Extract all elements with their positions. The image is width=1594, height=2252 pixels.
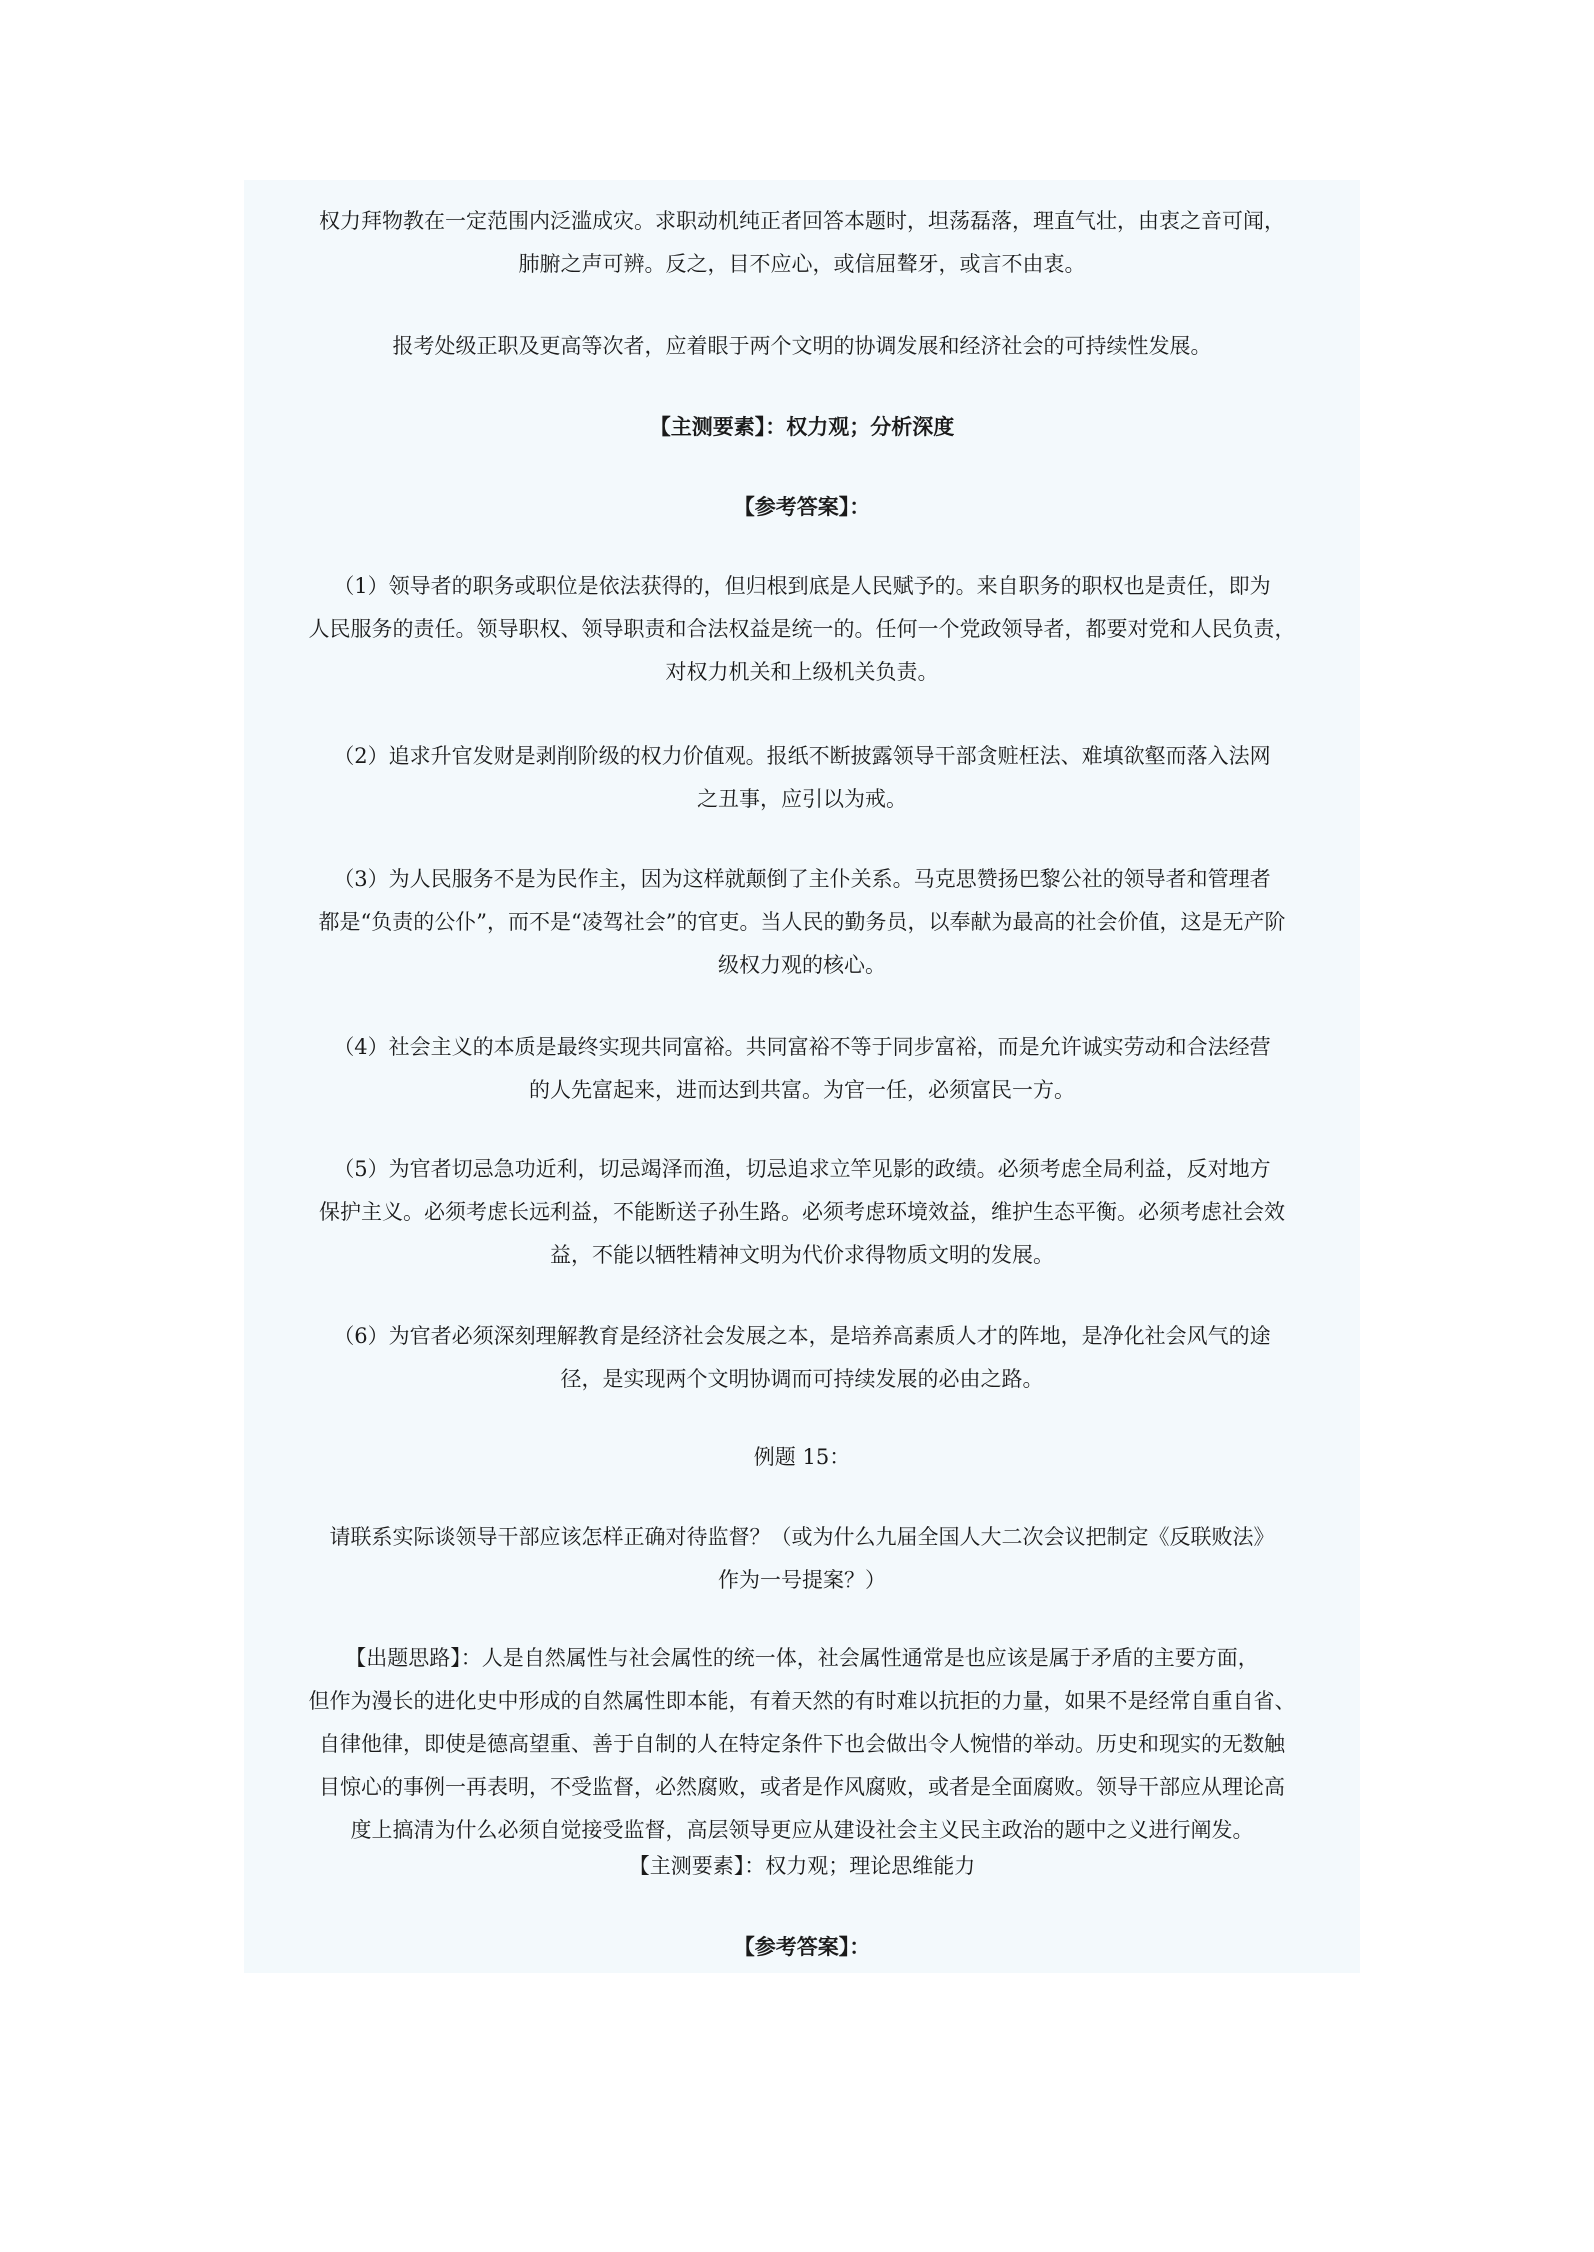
example-reasoning: [244, 1637, 1360, 1852]
text-line: 【出题思路】：人是自然属性与社会属性的统一体，社会属性通常是也应该是属于矛盾的主要方面，: [345, 1646, 1259, 1670]
answer-point-6: [244, 1315, 1360, 1401]
document-page: [244, 180, 1360, 1973]
example-title: [244, 1436, 1360, 1479]
text-line: 径，是实现两个文明协调而可持续发展的必由之路。: [560, 1367, 1044, 1391]
text-line: 报考处级正职及更高等次者，应着眼于两个文明的协调发展和经济社会的可持续性发展。: [392, 334, 1212, 358]
answer-point-2: [244, 735, 1360, 821]
text-line: （5）为官者切忌急功近利，切忌竭泽而渔，切忌追求立竿见影的政绩。必须考虑全局利益，反对地方: [333, 1157, 1271, 1181]
answer-point-5: [244, 1148, 1360, 1277]
text-line: （6）为官者必须深刻理解教育是经济社会发展之本，是培养高素质人才的阵地，是净化社会风气的途: [333, 1324, 1271, 1348]
text-line: 对权力机关和上级机关负责。: [665, 660, 939, 684]
text-line: 例题 15：: [753, 1445, 851, 1469]
text-line: （3）为人民服务不是为民作主，因为这样就颠倒了主仆关系。马克思赞扬巴黎公社的领导者和管理者: [333, 867, 1271, 891]
text-line: 权力拜物教在一定范围内泛滥成灾。求职动机纯正者回答本题时，坦荡磊落，理直气壮，由衷之音可闻，: [319, 209, 1285, 233]
text-line: （2）追求升官发财是剥削阶级的权力价值观。报纸不断披露领导干部贪赃枉法、难填欲壑而落入法网: [333, 744, 1271, 768]
text-line: 请联系实际谈领导干部应该怎样正确对待监督？（或为什么九届全国人大二次会议把制定《反联败法》: [329, 1525, 1275, 1549]
example-elements-label: [244, 1845, 1360, 1888]
text-line: 目惊心的事例一再表明，不受监督，必然腐败，或者是作风腐败，或者是全面腐败。领导干部应从理论高: [319, 1775, 1285, 1799]
text-line: 益，不能以牺牲精神文明为代价求得物质文明的发展。: [550, 1243, 1054, 1267]
text-line: 度上搞清为什么必须自觉接受监督，高层领导更应从建设社会主义民主政治的题中之义进行阐发。: [350, 1818, 1254, 1842]
example-answer-heading: [244, 1925, 1360, 1968]
answer-point-3: [244, 858, 1360, 987]
answer-point-1: [244, 565, 1360, 694]
text-line: 【参考答案】：: [733, 494, 871, 519]
text-line: 保护主义。必须考虑长远利益，不能断送子孙生路。必须考虑环境效益，维护生态平衡。必须考虑社会效: [319, 1200, 1285, 1224]
text-line: 【参考答案】：: [733, 1934, 871, 1959]
text-line: 但作为漫长的进化史中形成的自然属性即本能，有着天然的有时难以抗拒的力量，如果不是经常自重自省、: [308, 1689, 1296, 1713]
text-line: 之丑事，应引以为戒。: [697, 787, 907, 811]
note-paragraph: [244, 325, 1360, 368]
text-line: 人民服务的责任。领导职权、领导职责和合法权益是统一的。任何一个党政领导者，都要对党和人民负责，: [308, 617, 1296, 641]
text-line: （1）领导者的职务或职位是依法获得的，但归根到底是人民赋予的。来自职务的职权也是责任，即为: [333, 574, 1271, 598]
text-line: 都是“负责的公仆”，而不是“凌驾社会”的官吏。当人民的勤务员，以奉献为最高的社会价值，这是无产阶: [318, 910, 1286, 934]
text-line: 肺腑之声可辨。反之，目不应心，或信屈聱牙，或言不由衷。: [518, 252, 1086, 276]
intro-paragraph: [244, 200, 1360, 286]
text-line: 级权力观的核心。: [718, 953, 886, 977]
answer-heading: [244, 485, 1360, 528]
example-question: [244, 1516, 1360, 1602]
text-line: 自律他律，即使是德高望重、善于自制的人在特定条件下也会做出令人惋惜的举动。历史和现实的无数触: [319, 1732, 1285, 1756]
text-line: 【主测要素】：权力观；分析深度: [649, 414, 955, 439]
main-elements-label: [244, 405, 1360, 448]
answer-point-4: [244, 1026, 1360, 1112]
text-line: 【主测要素】：权力观；理论思维能力: [628, 1854, 976, 1878]
text-line: （4）社会主义的本质是最终实现共同富裕。共同富裕不等于同步富裕，而是允许诚实劳动和合法经营: [333, 1035, 1271, 1059]
text-line: 的人先富起来，进而达到共富。为官一任，必须富民一方。: [529, 1078, 1075, 1102]
text-line: 作为一号提案？）: [718, 1568, 886, 1592]
